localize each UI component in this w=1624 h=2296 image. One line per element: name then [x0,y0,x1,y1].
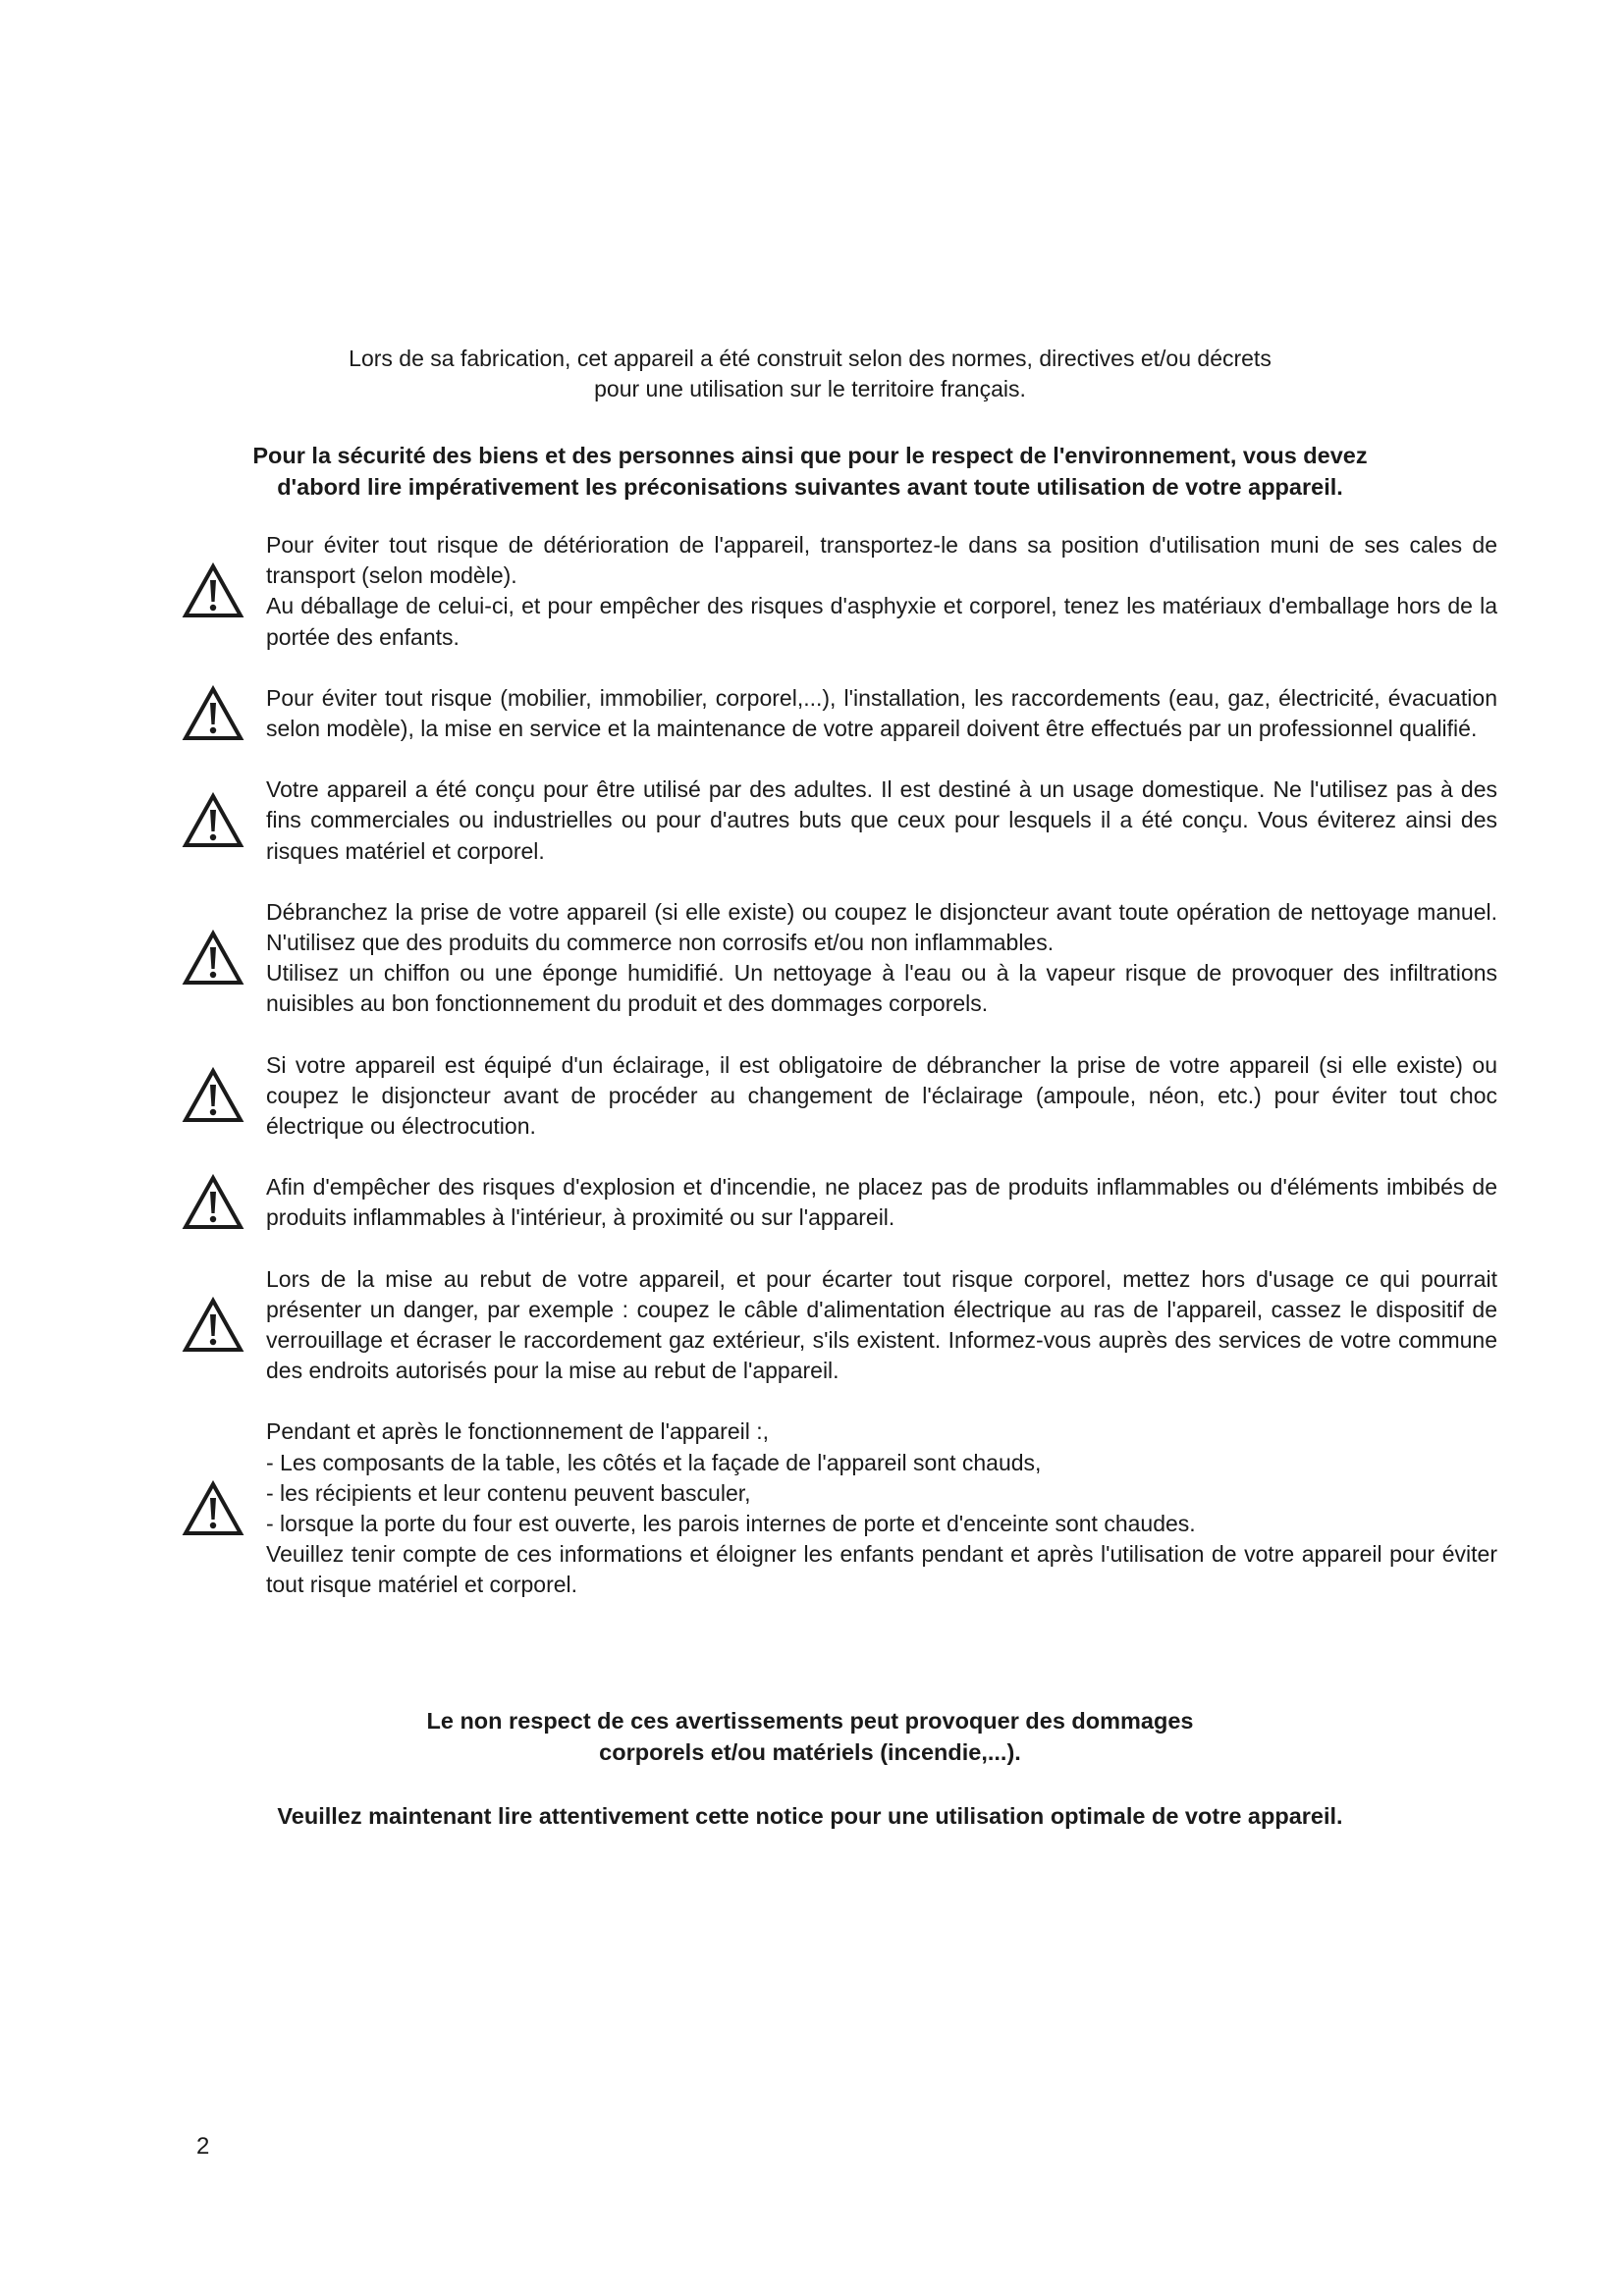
warning-paragraph: Utilisez un chiffon ou une éponge humidifié. Un nettoyage à l'eau ou à la vapeur risque de provoquer des infiltrations nuisibles au bon fonctionnement du produit et des dommages corporels. [266,960,1497,1017]
warning-text [266,774,1497,867]
warning-paragraph: - les récipients et leur contenu peuvent basculer, [266,1479,751,1506]
warning-paragraph: Veuillez tenir compte de ces informations et éloigner les enfants pendant et après l'utilisation de votre appareil pour éviter tout risque matériel et corporel. [266,1541,1497,1598]
warning-paragraph: Débranchez la prise de votre appareil (si elle existe) ou coupez le disjoncteur avant toute opération de nettoyage manuel. N'utilisez que des produits du commerce non corrosifs et/ou non inflammables. [266,898,1497,956]
warning-paragraph: Au déballage de celui-ci, et pour empêcher des risques d'asphyxie et corporel, tenez les matériaux d'emballage hors de la portée des enfants. [266,593,1497,650]
safety-preamble-line-1: Pour la sécurité des biens et des personnes ainsi que pour le respect de l'environnement, vous devez [252,443,1368,468]
warning-paragraph: Pendant et après le fonctionnement de l'appareil :, [266,1418,770,1445]
closing-line-1: Le non respect de ces avertissements peut provoquer des dommages [426,1708,1194,1734]
warning-paragraph: - Les composants de la table, les côtés et la façade de l'appareil sont chauds, [266,1449,1042,1475]
warning-paragraph: - lorsque la porte du four est ouverte, les parois internes de porte et d'enceinte sont chaudes. [266,1511,1196,1537]
safety-preamble [147,440,1473,503]
warning-paragraph: Votre appareil a été conçu pour être utilisé par des adultes. Il est destiné à un usage domestique. Ne l'utilisez pas à des fins commerciales ou industrielles ou pour d'autres buts que ceux pour lesquels il a été conçu. Vous éviterez ainsi des risques matériel et corporel. [266,776,1497,864]
warning-paragraph: Lors de la mise au rebut de votre appareil, et pour écarter tout risque corporel, mettez hors d'usage ce qui pourrait présenter un danger, par exemple : coupez le câble d'alimentation électrique au ras de l'appareil, cassez le dispositif de verrouillage et écraser le raccordement gaz extérieur, s'ils existent. Informez-vous auprès des services de votre commune des endroits autorisés pour la mise au rebut de l'appareil. [266,1265,1497,1384]
closing-line-2: corporels et/ou matériels (incendie,...). [599,1739,1021,1765]
warning-text [266,1172,1497,1233]
warning-item [182,1050,1497,1143]
intro-line-1: Lors de sa fabrication, cet appareil a été construit selon des normes, directives et/ou décrets [349,346,1272,371]
warning-item [182,1416,1497,1600]
warning-text [266,1416,1497,1600]
warning-item [182,683,1497,744]
warning-paragraph: Pour éviter tout risque (mobilier, immobilier, corporel,...), l'installation, les raccordements (eau, gaz, électricité, évacuation selon modèle), la mise en service et la maintenance de votre appareil doivent être effectués par un professionnel qualifié. [266,684,1497,742]
closing-warning [196,1705,1424,1768]
warning-triangle-icon [182,1067,266,1124]
warnings-list [182,530,1497,1631]
warning-text [266,897,1497,1020]
warning-item [182,897,1497,1020]
warning-text [266,530,1497,653]
warning-item [182,1172,1497,1233]
intro-line-2: pour une utilisation sur le territoire français. [594,376,1026,401]
warning-triangle-icon [182,685,266,742]
warning-text [266,683,1497,744]
warning-triangle-icon [182,1297,266,1354]
warning-item [182,530,1497,653]
warning-text [266,1050,1497,1143]
warning-triangle-icon [182,792,266,849]
warning-triangle-icon [182,930,266,987]
intro-statement [196,344,1424,404]
warning-item [182,774,1497,867]
safety-preamble-line-2: d'abord lire impérativement les préconisations suivantes avant toute utilisation de votre appareil. [277,474,1343,500]
warning-triangle-icon [182,562,266,619]
warning-text [266,1264,1497,1387]
warning-triangle-icon [182,1174,266,1231]
warning-paragraph: Pour éviter tout risque de détérioration de l'appareil, transportez-le dans sa position d'utilisation muni de ses cales de transport (selon modèle). [266,532,1497,589]
closing-instruction [147,1800,1473,1832]
warning-paragraph: Si votre appareil est équipé d'un éclairage, il est obligatoire de débrancher la prise de votre appareil (si elle existe) ou coupez le disjoncteur avant de procéder au changement de l'éclairage (ampoule, néon, etc.) pour éviter tout choc électrique ou électrocution. [266,1051,1497,1140]
warning-item [182,1264,1497,1387]
warning-triangle-icon [182,1480,266,1537]
warning-paragraph: Afin d'empêcher des risques d'explosion et d'incendie, ne placez pas de produits inflammables ou d'éléments imbibés de produits inflammables à l'intérieur, à proximité ou sur l'appareil. [266,1174,1497,1231]
closing-line-3: Veuillez maintenant lire attentivement cette notice pour une utilisation optimale de votre appareil. [277,1803,1343,1829]
page-number: 2 [196,2133,210,2160]
